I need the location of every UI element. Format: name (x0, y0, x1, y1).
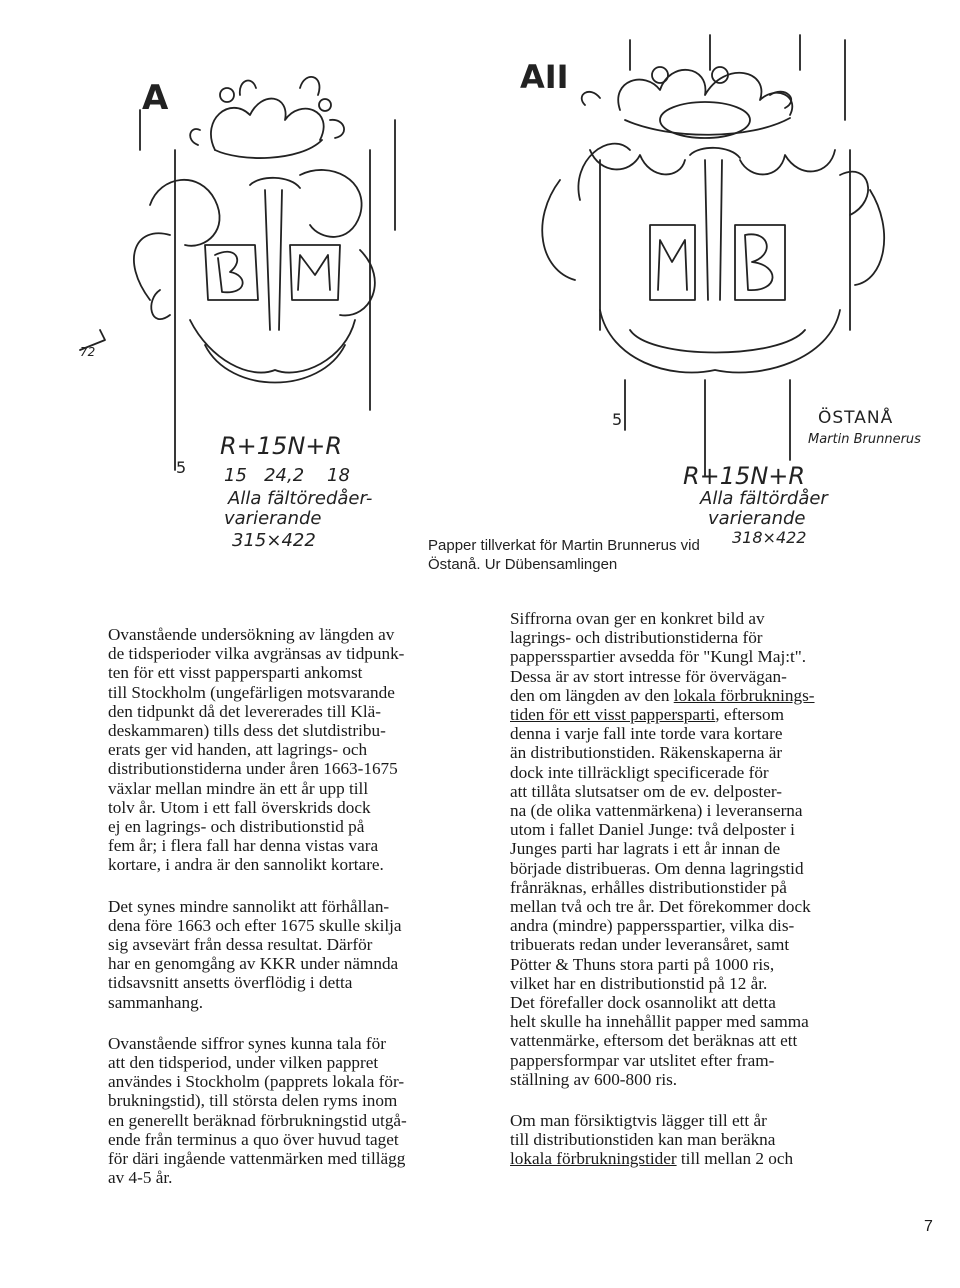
caption-line-2: Östanå. Ur Dübensamlingen (428, 556, 618, 573)
right-p2-text-b: till mellan 2 och (676, 1149, 794, 1169)
right-p1-underline-2: tiden för ett visst pappersparti (510, 705, 716, 725)
drawing-a-label: A (142, 78, 169, 118)
watermark-drawing-b (500, 0, 960, 560)
caption-line-1: Papper tillverkat för Martin Brunnerus vid (428, 537, 700, 554)
drawing-a-formula: R+15N+R (220, 432, 343, 460)
drawing-a-note: Alla fältöredåer- (228, 488, 373, 509)
right-paragraph-1 (510, 609, 920, 1089)
drawing-a-note-2: varierande (224, 508, 322, 529)
drawing-b-owner: Martin Brunnerus (808, 432, 921, 447)
left-paragraph-2: Det synes mindre sannolikt att förhållan- dena före 1663 och efter 1675 skulle skilja sig avsevärt från dessa resultat. Därför har en genomgång av KKR under nämnda tidsavsnitt ansetts överflödig i detta sammanhang. (108, 896, 402, 1012)
right-p2-text-a: Om man försiktigtvis lägger till ett år till distributionstiden kan man beräkna (510, 1111, 776, 1150)
drawing-b-place: ÖSTANÅ (818, 408, 894, 428)
drawing-a-measurements: 15 24,2 18 (224, 465, 350, 486)
drawing-b-note: Alla fältördåer (700, 488, 828, 509)
left-text-column (108, 625, 500, 1187)
drawing-b-label: AII (520, 58, 569, 96)
left-paragraph-3: Ovanstående siffror synes kunna tala för att den tidsperiod, under vilken pappret användes i Stockholm (papprets lokala för- brukningstid), till största delen ryms inom en generellt beräknad förbrukningstid utgå- ende från terminus a quo över huvud taget för däri ingående vattenmärken med tillägg av 4-5 år. (108, 1033, 407, 1188)
right-text-column (510, 609, 920, 1169)
figure-caption (428, 536, 728, 574)
drawing-b-note-2: varierande (708, 508, 806, 529)
right-p1-text-b: , eftersom denna i varje fall inte torde vara kortare än distributionstiden. Räkenskaperna är dock inte tillräckligt specificerade för att tillåta slutsatser om de ev. delposter- na (de olika vattenmärkena) i leveranserna utom i fallet Daniel Junge: två delposter i Junges parti har lagrats i ett år innan de började distribueras. Om denna lagringstid frånräknas, erhålles distributionstider på mellan två och tre år. Det förekommer dock andra (mindre) pappersspartier, vilka dis- tribuerats redan under leveransåret, samt Pötter & Thuns stora parti på 1000 ris, vilket har en distributionstid på 12 år. Det förefaller dock osannolikt att detta helt skulle ha innehållit papper med samma vattenmärke, eftersom det beräknas att ett pappersformpar var utslitet efter fram- ställning av 600-800 ris. (510, 705, 811, 1089)
drawing-b-dimensions: 318×422 (732, 528, 807, 547)
drawing-b-side-number: 5 (612, 410, 623, 429)
drawing-a-side-number: 5 (176, 458, 187, 477)
right-p1-underline-1: lokala förbruknings- (673, 685, 815, 705)
right-p2-underline: lokala förbrukningstider (510, 1149, 677, 1169)
watermark-drawing-a (0, 0, 520, 570)
drawing-a-margin-mark: 72 (80, 345, 96, 359)
drawing-a-dimensions: 315×422 (232, 530, 316, 551)
right-paragraph-2 (510, 1111, 920, 1169)
right-p1-text-a: Siffrorna ovan ger en konkret bild av lagrings- och distributionstiderna för pappersspartier avsedda för "Kungl Maj:t". Dessa är av stort intresse för övervägan- den om längden av den (510, 609, 807, 705)
page-number: 7 (924, 1218, 933, 1235)
drawing-b-formula: R+15N+R (683, 462, 806, 490)
left-paragraph-1: Ovanstående undersökning av längden av de tidsperioder vilka avgränsas av tidpunk- ten för ett visst pappersparti ankomst till Stockholm (ungefärligen motsvarande den tidpunkt då det levererades till Klä- deskammaren) tills dess det slutdistribu- erats ger vid handen, att lagrings- och distributionstiderna under åren 1663-1675 växlar mellan mindre än ett år upp till tolv år. Utom i ett fall överskrids dock ej en lagrings- och distributionstid på fem år; i flera fall har denna vistas vara kortare, i andra är den sannolikt kortare. (108, 625, 405, 875)
